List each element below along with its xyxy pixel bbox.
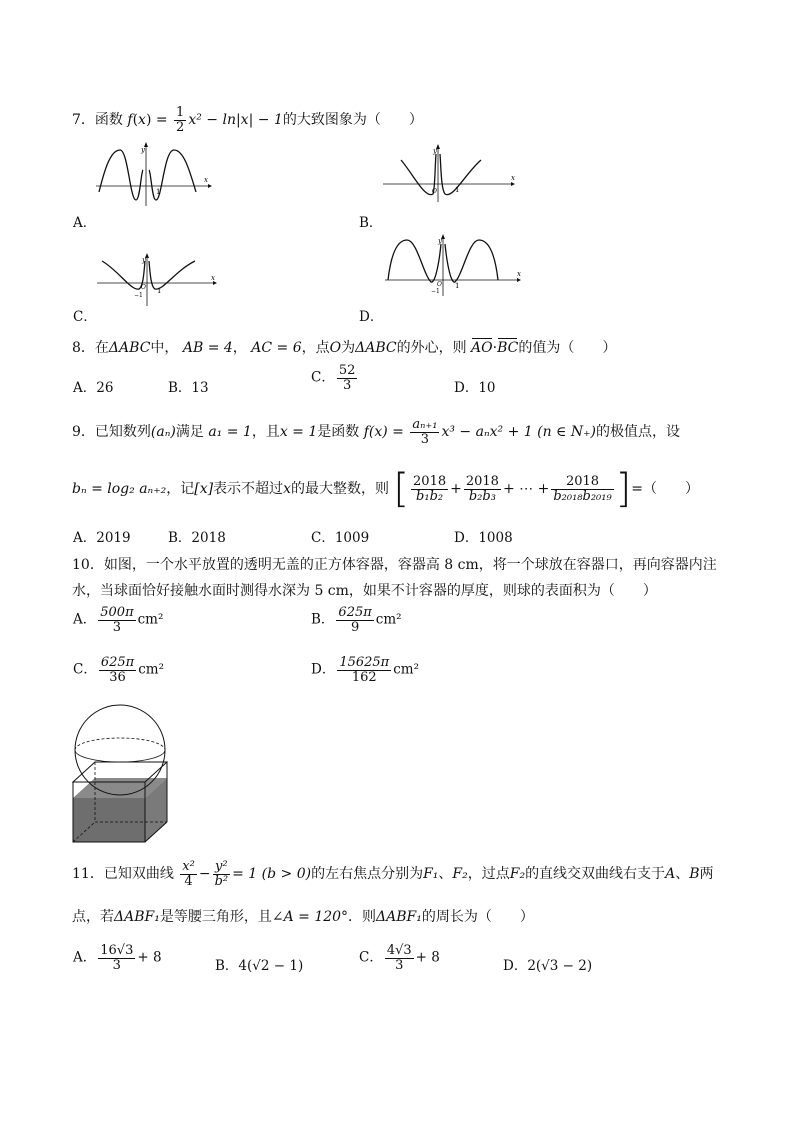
svg-text:O: O — [141, 284, 146, 291]
svg-text:y: y — [142, 256, 146, 264]
q8-option-b[interactable]: B．13 — [168, 380, 209, 396]
q7-graph-c — [97, 253, 221, 308]
q7-graph-b — [383, 144, 519, 204]
q10-option-d[interactable]: D． $\frac{15625\pi}{162}$ cm² — [311, 655, 420, 685]
svg-text:y: y — [141, 146, 145, 154]
q9-option-a[interactable]: A．2019 — [73, 530, 131, 546]
svg-text:x: x — [204, 176, 208, 184]
svg-text:x: x — [511, 174, 515, 182]
question-8-stem: 8．在ΔABC中， AB = 4， AC = 6，点O为ΔABC的外心，则 AO·BC的值为（ ） — [72, 340, 617, 356]
svg-text:y: y — [438, 237, 442, 245]
question-7-stem: 7．函数 f(x) = $\frac{1}{2}$ x² − ln|x| − 1的大致图象为（ ） — [72, 105, 423, 135]
question-10-line-1: 10．如图，一个水平放置的透明无盖的正方体容器，容器高 8 cm，将一个球放在容器口，再向容器内注 — [72, 557, 717, 573]
q10-cube-sphere-figure — [70, 708, 170, 844]
q7-option-d[interactable]: D． — [359, 309, 384, 325]
q7-option-a[interactable]: A． — [73, 215, 97, 231]
svg-text:1: 1 — [455, 282, 460, 290]
svg-text:x: x — [517, 270, 521, 278]
svg-text:O: O — [437, 281, 442, 288]
q7-option-c[interactable]: C． — [73, 309, 97, 325]
q8-option-c[interactable]: C． $\frac{52}{3}$ — [311, 363, 356, 393]
q11-option-d[interactable]: D．2(√3 − 2) — [503, 958, 593, 974]
q9-option-b[interactable]: B．2018 — [168, 530, 226, 546]
q10-option-c[interactable]: C． $\frac{625\pi}{36}$ cm² — [73, 655, 164, 685]
q7-option-b[interactable]: B． — [359, 215, 383, 231]
question-11-line-2: 点，若ΔABF₁是等腰三角形，且∠A = 120°．则ΔABF₁的周长为（ ） — [72, 909, 534, 925]
svg-text:−1: −1 — [431, 288, 440, 295]
q11-option-a[interactable]: A． $\frac{16√3}{3}$ + 8 — [73, 943, 162, 973]
q10-option-b[interactable]: B． $\frac{625\pi}{9}$ cm² — [311, 605, 402, 635]
q11-option-c[interactable]: C． $\frac{4√3}{3}$ + 8 — [359, 943, 440, 973]
q10-option-a[interactable]: A． $\frac{500\pi}{3}$ cm² — [73, 605, 164, 635]
svg-text:1: 1 — [157, 287, 162, 295]
svg-text:y: y — [433, 147, 437, 155]
q7-graph-d — [385, 234, 525, 296]
question-9-line-1: 9．已知数列(aₙ)满足 a₁ = 1，且x = 1是函数 f(x) = $\frac{\text{aₙ₊₁}}{3}$ x³ − aₙx² + 1 (n ∈ N₊)的极值点，设 — [72, 417, 680, 447]
q8-option-d[interactable]: D．10 — [454, 380, 496, 396]
svg-text:x: x — [211, 274, 215, 282]
q8-option-a[interactable]: A．26 — [73, 380, 114, 396]
svg-text:O: O — [432, 188, 437, 195]
question-11-line-1: 11．已知双曲线 $\frac{\text{x²}}{4}$ − $\frac{\text{y²}}{\text{b²}}$ = 1 (b > 0)的左右焦点分别为F₁、F₂，过点F₂的直线交双曲线右支于A、B两 — [72, 859, 714, 889]
svg-text:1: 1 — [455, 186, 460, 194]
svg-text:−1: −1 — [134, 292, 143, 299]
q9-option-c[interactable]: C．1009 — [311, 530, 370, 546]
svg-text:1: 1 — [156, 188, 161, 196]
q9-option-d[interactable]: D．1008 — [454, 530, 513, 546]
q7-graph-a — [96, 142, 216, 207]
q11-option-b[interactable]: B．4(√2 − 1) — [215, 958, 304, 974]
question-9-line-2: bₙ = log₂ aₙ₊₂，记[x]表示不超过x的最大整数，则 [ $\frac{2018}{\text{b₁b₂}}$ + $\frac{2018}{\text{b₂b₃}}$ + ⋯ + $\frac{2018}{\text{b₂₀₁₈b₂₀₁₉}}$ ]=（ ） — [72, 466, 700, 512]
question-10-line-2: 水，当球面恰好接触水面时测得水深为 5 cm，如果不计容器的厚度，则球的表面积为（ ） — [72, 583, 657, 599]
